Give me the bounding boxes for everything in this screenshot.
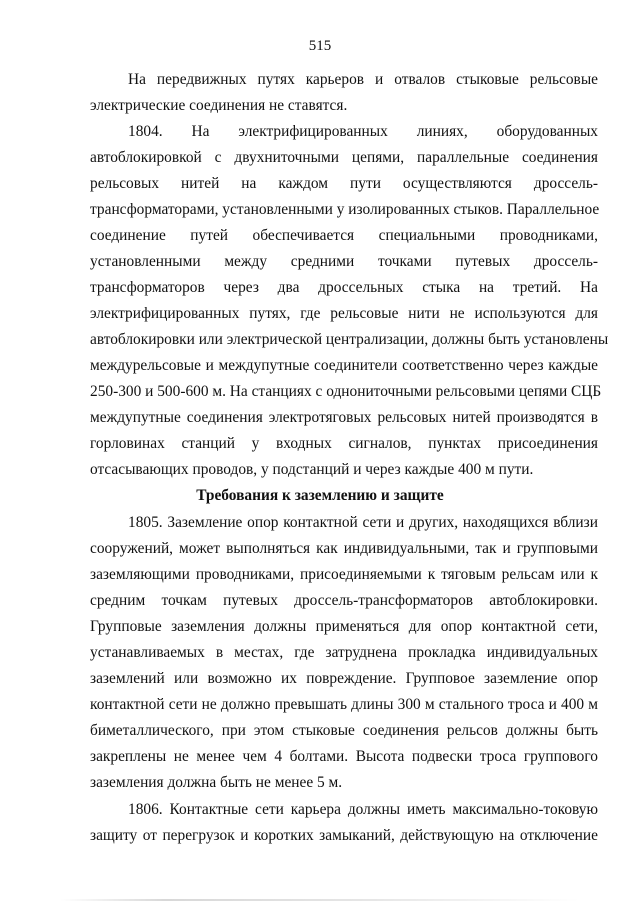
text-line: установленными между средними точками путевых дроссель- [90,253,598,270]
text-line: электрические соединения не ставятся. [90,97,348,114]
text-line: биметаллического, при этом стыковые соединения рельсов должны быть [90,722,598,739]
section-heading: Требования к заземлению и защите [196,487,444,504]
text-line: горловинах станций у входных сигналов, пунктах присоединения [90,435,598,452]
text-line: трансформаторов через два дроссельных стыка на третий. На [90,279,598,296]
text-line: заземления должна быть не менее 5 м. [90,774,343,791]
text-line: автоблокировкой с двухниточными цепями, параллельные соединения [90,149,598,166]
text-line: соединение путей обеспечивается специальными проводниками, [90,227,598,244]
text-line: автоблокировки или электрической централизации, должны быть установлены [90,331,609,348]
text-line: заземляющими проводниками, присоединяемыми к тяговым рельсам или к [90,566,598,583]
text-line: 1804. На электрифицированных линиях, оборудованных [128,123,598,140]
text-line: 1806. Контактные сети карьера должны иметь максимально-токовую [128,801,598,818]
text-line: сооружений, может выполняться как индивидуальными, так и групповыми [90,540,598,557]
page-number: 515 [308,38,332,54]
text-line: закреплены не менее чем 4 болтами. Высота подвески троса группового [90,748,598,765]
text-line: отсасывающих проводов, у подстанций и через каждые 400 м пути. [90,461,534,478]
text-line: контактной сети не должно превышать длины 300 м стального троса и 400 м [90,696,598,713]
text-line: заземлений или возможно их повреждение. Групповое заземление опор [90,670,598,687]
text-line: защиту от перегрузок и коротких замыканий, действующую на отключение [90,827,598,844]
text-line: трансформаторами, установленными у изолированных стыков. Параллельное [90,201,600,218]
text-line: электрифицированных путях, где рельсовые нити не используются для [90,305,598,322]
text-line: средним точкам путевых дроссель-трансформаторов автоблокировки. [90,592,598,609]
text-line: рельсовых нитей на каждом пути осуществляются дроссель- [90,175,598,192]
text-line: 250-300 и 500-600 м. На станциях с однониточными рельсовыми цепями СЦБ [90,383,602,400]
text-line: На передвижных путях карьеров и отвалов стыковые рельсовые [128,71,598,88]
text-line: Групповые заземления должны применяться для опор контактной сети, [90,618,598,635]
text-line: междупутные соединения электротяговых рельсовых нитей производятся в [90,409,598,426]
text-line: 1805. Заземление опор контактной сети и других, находящихся вблизи [128,514,598,531]
text-line: междурельсовые и междупутные соединители соответственно через каждые [90,357,598,374]
scan-edge-artifact [60,899,580,901]
text-line: устанавливаемых в местах, где затруднена прокладка индивидуальных [90,644,598,661]
